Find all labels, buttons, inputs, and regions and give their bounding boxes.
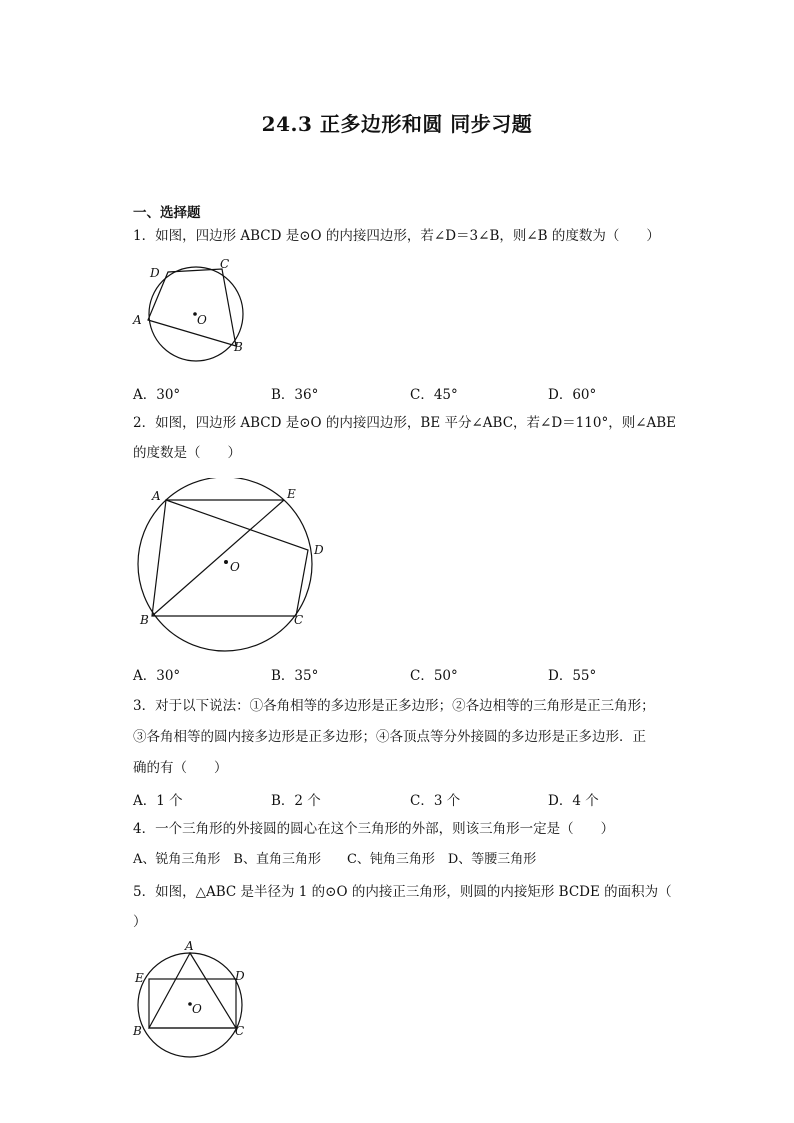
question-1-figure [128,254,253,366]
q2-option-a: A．30° [133,668,181,684]
question-3-stem-line-2: ③各角相等的圆内接多边形是正多边形；④各顶点等分外接圆的多边形是正多边形．正 [133,729,646,745]
label-o: O [197,313,207,327]
question-3-stem-line-1: 3．对于以下说法：①各角相等的多边形是正多边形；②各边相等的三角形是正三角形； [133,698,655,714]
label-d: D [150,266,160,280]
quadrilateral-abcd [148,269,236,346]
q1-option-b: B．36° [271,387,319,403]
q2-option-b: B．35° [271,668,319,684]
label-c: C [294,613,304,627]
label-c: C [220,257,230,271]
segment-be [152,500,284,616]
question-2-figure [136,478,336,653]
question-5-stem-line-2: ） [133,914,147,930]
label-b: B [234,340,243,354]
label-e: E [287,487,296,501]
question-5-stem-line-1: 5．如图，△ABC 是半径为 1 的⊙O 的内接正三角形，则圆的内接矩形 BCDE 的面积为（ [133,884,672,900]
label-a: A [185,939,194,953]
q3-option-b: B．2 个 [271,793,321,809]
q3-option-d: D．4 个 [548,793,599,809]
question-1-stem: 1．如图，四边形 ABCD 是⊙O 的内接四边形，若∠D＝3∠B，则∠B 的度数为（ ） [133,228,660,244]
label-a: A [133,313,142,327]
question-2-stem-line-1: 2．如图，四边形 ABCD 是⊙O 的内接四边形，BE 平分∠ABC，若∠D＝110°，则∠ABE [133,415,677,431]
question-4-options: A、锐角三角形 B、直角三角形 C、钝角三角形 D、等腰三角形 [133,852,537,867]
question-3-stem-line-3: 确的有（ ） [133,760,228,776]
circle [138,478,312,651]
q2-option-c: C．50° [410,668,458,684]
label-b: B [133,1024,142,1038]
page-title: 24.3 正多边形和圆 同步习题 [261,112,533,136]
q1-option-d: D．60° [548,387,597,403]
label-b: B [140,613,149,627]
quadrilateral-abcd [152,500,308,616]
question-2-stem-line-2: 的度数是（ ） [133,445,241,461]
label-o: O [192,1002,202,1016]
label-e: E [135,971,144,985]
q1-option-c: C．45° [410,387,458,403]
label-c: C [235,1024,245,1038]
label-d: D [235,969,245,983]
q3-option-a: A．1 个 [133,793,183,809]
q3-option-c: C．3 个 [410,793,461,809]
label-a: A [152,489,161,503]
q1-option-a: A．30° [133,387,181,403]
center-point [224,560,228,564]
label-o: O [230,560,240,574]
question-5-figure [130,938,255,1058]
q2-option-d: D．55° [548,668,597,684]
label-d: D [314,543,324,557]
section-heading: 一、选择题 [133,205,201,221]
question-4-stem: 4．一个三角形的外接圆的圆心在这个三角形的外部，则该三角形一定是（ ） [133,821,615,837]
